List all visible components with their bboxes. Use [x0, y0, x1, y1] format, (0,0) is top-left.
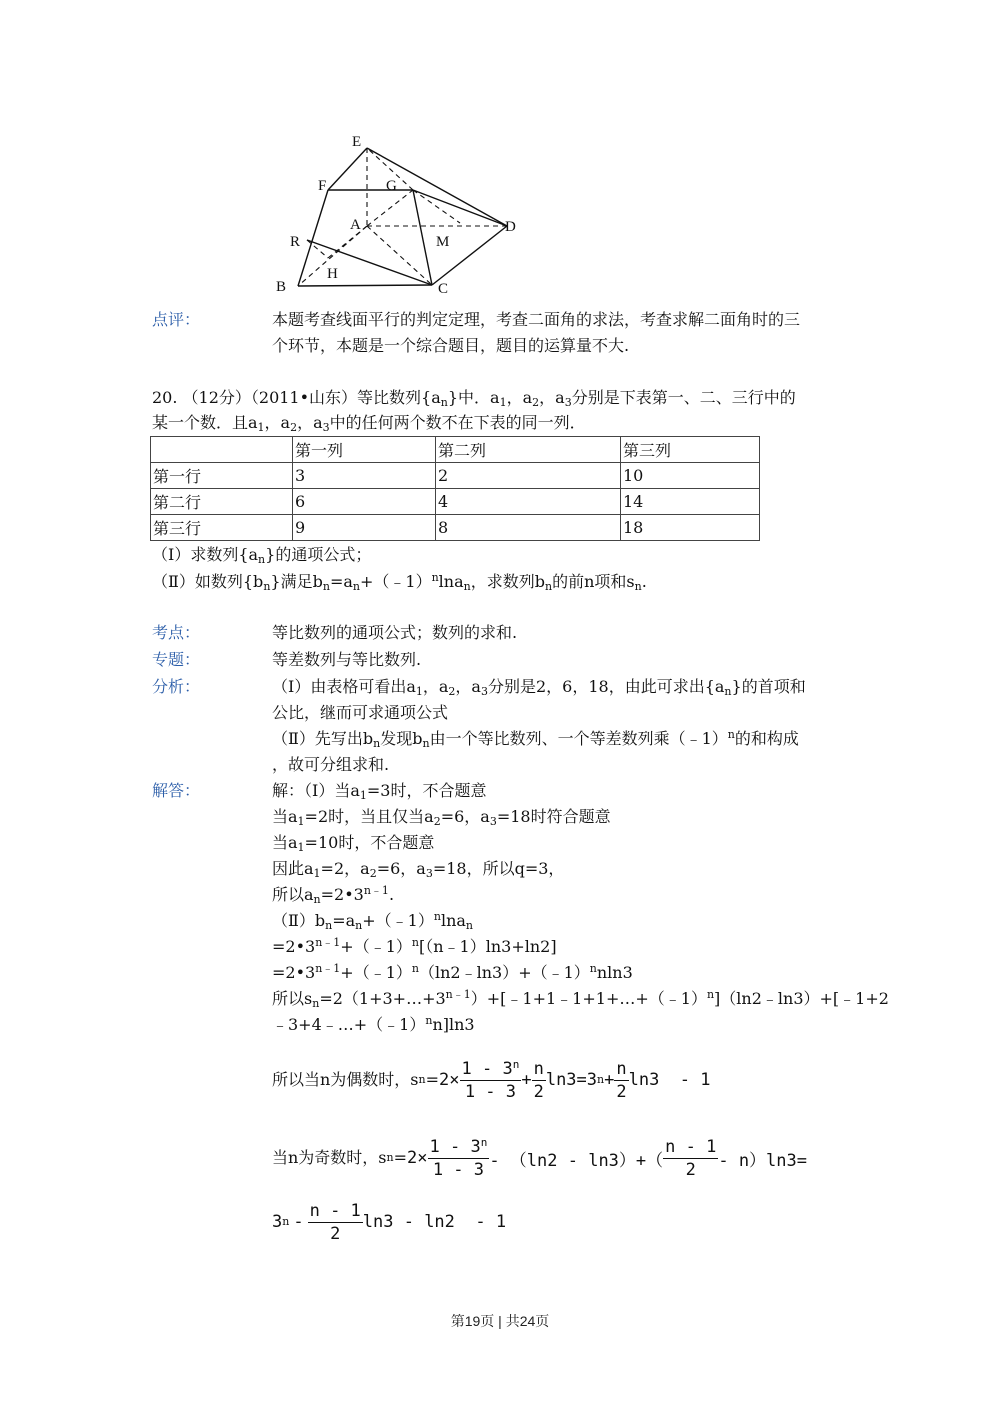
fraction: $\frac{n - 1}{2}$ — [309, 1200, 361, 1244]
fenxi-line4: ，故可分组求和. — [272, 755, 390, 774]
question-1: （Ⅰ）求数列$\{a_n\}$的通项公式； — [152, 545, 372, 566]
solution-line: $=2•3^{n﹣1}+(﹣1)^n(\ln 2﹣\ln 3)+(﹣1)^nnln3$ — [272, 962, 633, 982]
fraction: $\frac{1 - 3^n}{1 - 3}$ — [461, 1057, 520, 1102]
solution-line: 当$a_1=2$时，当且仅当$a_2=6$，$a_3=18$时符合题意 — [272, 807, 611, 828]
vertex-G: G — [386, 178, 397, 194]
solution-line: 所以$s_n=2(1+3+\dots+3^{n﹣1})+[﹣1+1﹣1+1+\dots+(﹣1)^n](\ln 2﹣\ln 3)+[﹣1+2$ — [272, 988, 889, 1010]
fraction: $\frac{n - 1}{2}$ — [665, 1136, 717, 1180]
vertex-E: E — [352, 134, 362, 150]
fenxi-label: 分析： — [152, 677, 201, 696]
vertex-F: F — [318, 178, 327, 194]
zhuanti-label: 专题： — [152, 650, 201, 669]
fraction: $\frac{n}{2}$ — [616, 1058, 627, 1102]
solution-line: 所以$a_n=2•3^{n﹣1}$. — [272, 884, 395, 906]
table-row: 第三行 9 8 18 — [151, 515, 760, 541]
fraction: $\frac{n}{2}$ — [533, 1058, 544, 1102]
solution-line: $=2•3^{n﹣1}+(﹣1)^n[(n﹣1)\ln 3+\ln 2]$ — [272, 936, 557, 956]
fraction: $\frac{1 - 3^n}{1 - 3}$ — [429, 1135, 488, 1180]
solution-line: 当$a_1=10$时，不合题意 — [272, 833, 435, 854]
geometry-figure — [270, 128, 530, 300]
vertex-R: R — [290, 234, 301, 250]
fenxi-line3: （Ⅱ）先写出$b_n$发现$b_n$由一个等比数列、一个等差数列乘（﹣1）$^n$的和构成 — [272, 728, 799, 750]
page-footer: 第19页 | 共24页 — [450, 1313, 550, 1329]
dianping-label: 点评： — [152, 310, 201, 329]
solution-line: ﹣3+4﹣…+（﹣1）$^n$n]ln3 — [272, 1014, 475, 1034]
zhuanti-text: 等差数列与等比数列. — [272, 650, 422, 669]
vertex-B: B — [276, 279, 287, 295]
kaodian-text: 等比数列的通项公式；数列的求和. — [272, 623, 518, 642]
kaodian-label: 考点： — [152, 623, 201, 642]
dianping-line2: 个环节，本题是一个综合题目，题目的运算量不大. — [272, 336, 630, 355]
solution-line: 解：（Ⅰ）当$a_1=3$时，不合题意 — [272, 781, 487, 802]
jieda-label: 解答： — [152, 781, 201, 800]
odd-case-formula: 当n为奇数时，s n = 2× $\frac{1 - 3^n}{1 - 3}$ - （ln2 - ln3）+（ $\frac{n - 1}{2}$ - n）ln3= — [272, 1135, 807, 1180]
vertex-A: A — [350, 217, 361, 233]
table-header-row: 第一列 第二列 第三列 — [151, 437, 760, 463]
table-row: 第一行 3 2 10 — [151, 463, 760, 489]
vertex-H: H — [327, 266, 338, 282]
question-2: （Ⅱ）如数列$\{b_n\}$满足$b_n=a_n+(﹣1)^n\ln a_n$，求数列$b_n$的前n项和$s_n$. — [152, 571, 647, 593]
value-table — [150, 436, 760, 541]
vertex-D: D — [505, 219, 516, 235]
fenxi-line2: 公比，继而可求通项公式 — [272, 703, 449, 722]
vertex-M: M — [436, 234, 450, 250]
problem-line1: 20. （12分）（2011•山东）等比数列$\{a_n\}$中．$a_1$，$a_2$，$a_3$分别是下表第一、二、三行中的 — [152, 388, 796, 409]
dianping-line1: 本题考查线面平行的判定定理，考查二面角的求法，考查求解二面角时的三 — [272, 310, 801, 329]
solution-line: 因此$a_1=2$，$a_2=6$，$a_3=18$，所以q=3， — [272, 859, 565, 880]
fenxi-line1: （Ⅰ）由表格可看出$a_1$，$a_2$，$a_3$分别是2，6，18，由此可求出$\{a_n\}$的首项和 — [272, 677, 806, 698]
even-case-formula: 所以当n为偶数时，s n = 2× $\frac{1 - 3^n}{1 - 3}$ + $\frac{n}{2}$ ln3= 3 n + $\frac{n}{2}$ ln3 - 1 — [272, 1057, 711, 1102]
vertex-C: C — [438, 281, 449, 297]
problem-line2: 某一个数．且$a_1$，$a_2$，$a_3$中的任何两个数不在下表的同一列． — [152, 413, 586, 434]
solution-line: $(Ⅱ)b_n=a_n+(﹣1)^n\ln a_n$ — [272, 910, 474, 932]
table-row: 第二行 6 4 14 — [151, 489, 760, 515]
odd-case-result: 3 n - $\frac{n - 1}{2}$ ln3 - ln2 - 1 — [272, 1200, 507, 1244]
